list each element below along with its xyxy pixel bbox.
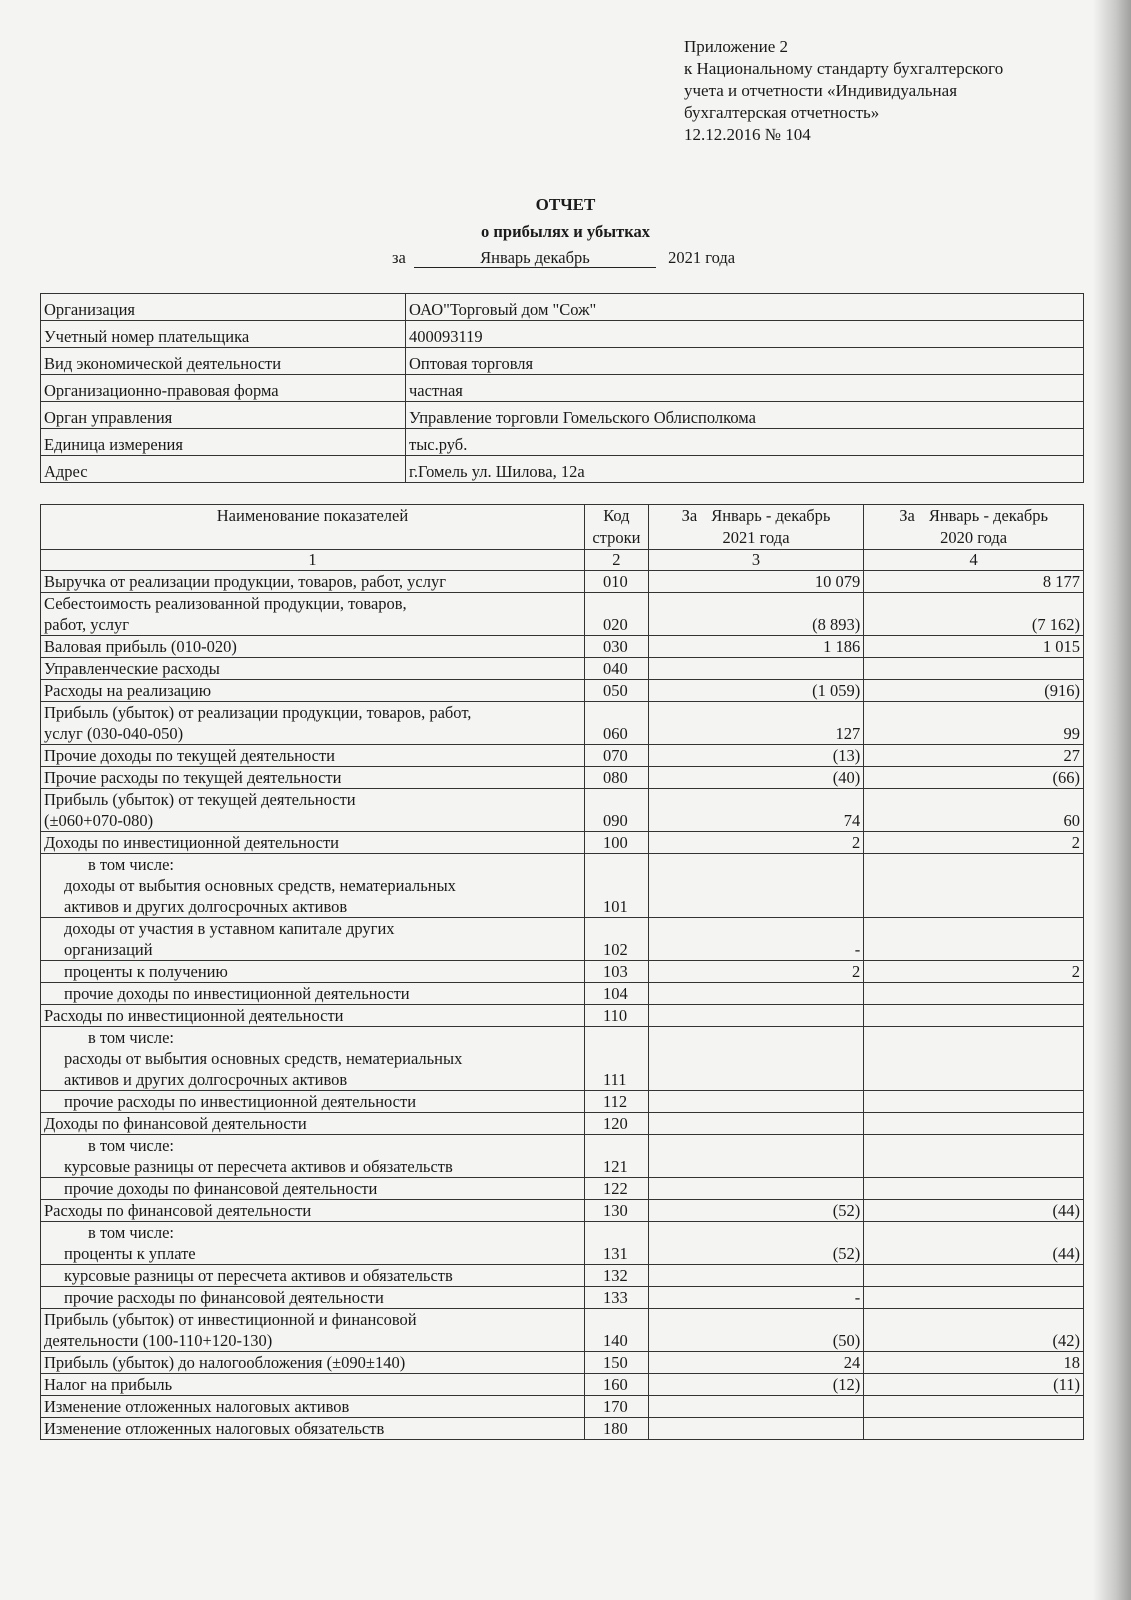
- table-row: [41, 1309, 1084, 1352]
- row-name: [41, 658, 585, 680]
- report-subtitle: о прибылях и убытках: [481, 222, 650, 241]
- row-value-current: [648, 1005, 864, 1027]
- profit-loss-table: [40, 504, 1084, 1440]
- info-label: Единица измерения: [41, 429, 406, 456]
- row-value-previous: [864, 1135, 1084, 1178]
- row-name-line: активов и других долгосрочных активов: [64, 1070, 348, 1089]
- row-value-previous: (44): [864, 1222, 1084, 1265]
- table-row: [41, 1222, 1084, 1265]
- row-value-previous: 27: [864, 745, 1084, 767]
- row-code: 122: [584, 1178, 648, 1200]
- row-value-current: (50): [648, 1309, 864, 1352]
- row-value-current: [648, 1396, 864, 1418]
- row-value-previous: (42): [864, 1309, 1084, 1352]
- row-value-current: (52): [648, 1222, 864, 1265]
- row-name-line: Выручка от реализации продукции, товаров, работ, услуг: [44, 572, 447, 591]
- row-value-current: [648, 1113, 864, 1135]
- row-name: [41, 1091, 585, 1113]
- row-code: 104: [584, 983, 648, 1005]
- info-row: [41, 294, 1084, 321]
- row-code: 100: [584, 832, 648, 854]
- header-previous-period: [864, 505, 1084, 550]
- row-name: [41, 1265, 585, 1287]
- column-number: 3: [648, 550, 864, 571]
- period-prefix: за: [392, 248, 406, 267]
- row-name: [41, 1222, 585, 1265]
- row-name-line: услуг (030-040-050): [44, 724, 184, 743]
- row-code: 170: [584, 1396, 648, 1418]
- column-number: 4: [864, 550, 1084, 571]
- table-row: [41, 1178, 1084, 1200]
- header-previous-year: 2020 года: [940, 528, 1008, 547]
- period-suffix: 2021 года: [668, 248, 736, 267]
- row-name-line: деятельности (100-110+120-130): [44, 1331, 273, 1350]
- row-code: 120: [584, 1113, 648, 1135]
- row-code: 121: [584, 1135, 648, 1178]
- row-name-line: Прибыль (убыток) до налогообложения (±090±140): [44, 1353, 406, 1372]
- header-code: [584, 505, 648, 550]
- row-name-line: организаций: [64, 940, 153, 959]
- row-value-previous: [864, 854, 1084, 918]
- table-row: [41, 1352, 1084, 1374]
- table-row: [41, 658, 1084, 680]
- table-row: [41, 702, 1084, 745]
- row-name-line: Расходы по инвестиционной деятельности: [44, 1006, 344, 1025]
- row-value-previous: [864, 1287, 1084, 1309]
- table-row: [41, 1135, 1084, 1178]
- info-row: [41, 321, 1084, 348]
- row-name: [41, 1178, 585, 1200]
- row-value-current: (12): [648, 1374, 864, 1396]
- organization-info-table: [40, 293, 1084, 483]
- row-name: [41, 1287, 585, 1309]
- table-row: [41, 1091, 1084, 1113]
- row-name-line: Прочие доходы по текущей деятельности: [44, 746, 336, 765]
- row-value-previous: (44): [864, 1200, 1084, 1222]
- row-code: 132: [584, 1265, 648, 1287]
- row-code: 180: [584, 1418, 648, 1440]
- header-previous-prefix: За: [899, 506, 915, 525]
- row-code: 030: [584, 636, 648, 658]
- row-name: [41, 1200, 585, 1222]
- row-value-current: [648, 1418, 864, 1440]
- row-name-line: Расходы на реализацию: [44, 681, 212, 700]
- row-name: [41, 1027, 585, 1091]
- appendix-line: бухгалтерская отчетность»: [684, 103, 880, 122]
- table-row: [41, 636, 1084, 658]
- info-value: Управление торговли Гомельского Облисполкома: [406, 402, 1084, 429]
- row-name-line: курсовые разницы от пересчета активов и обязательств: [64, 1157, 453, 1176]
- info-value: г.Гомель ул. Шилова, 12а: [406, 456, 1084, 483]
- row-name-line: Прибыль (убыток) от инвестиционной и финансовой: [44, 1310, 417, 1329]
- info-row: [41, 375, 1084, 402]
- table-row: [41, 745, 1084, 767]
- row-code: 020: [584, 593, 648, 636]
- row-code: 102: [584, 918, 648, 961]
- row-name: [41, 702, 585, 745]
- row-name-line: Доходы по финансовой деятельности: [44, 1114, 307, 1133]
- info-label: Орган управления: [41, 402, 406, 429]
- row-code: 060: [584, 702, 648, 745]
- row-name-line: Себестоимость реализованной продукции, товаров,: [44, 594, 407, 613]
- row-value-current: [648, 1265, 864, 1287]
- row-name-line: активов и других долгосрочных активов: [64, 897, 348, 916]
- row-code: 110: [584, 1005, 648, 1027]
- row-value-current: [648, 1135, 864, 1178]
- row-value-current: [648, 1178, 864, 1200]
- info-value: частная: [406, 375, 1084, 402]
- row-code: 111: [584, 1027, 648, 1091]
- row-name: [41, 745, 585, 767]
- info-label: Учетный номер плательщика: [41, 321, 406, 348]
- table-row: [41, 1396, 1084, 1418]
- row-value-current: (13): [648, 745, 864, 767]
- row-value-current: [648, 1091, 864, 1113]
- period-value: Январь декабрь: [414, 249, 656, 268]
- row-value-previous: [864, 658, 1084, 680]
- appendix-note: [684, 36, 1104, 146]
- row-name-line: прочие расходы по финансовой деятельности: [64, 1288, 384, 1307]
- row-name-line: в том числе:: [88, 1223, 175, 1242]
- row-value-current: 10 079: [648, 571, 864, 593]
- column-number: 2: [584, 550, 648, 571]
- row-name-line: (±060+070-080): [44, 811, 154, 830]
- row-name: [41, 1352, 585, 1374]
- row-code: 080: [584, 767, 648, 789]
- row-value-previous: (916): [864, 680, 1084, 702]
- row-code: 140: [584, 1309, 648, 1352]
- row-name-line: Прочие расходы по текущей деятельности: [44, 768, 342, 787]
- table-row: [41, 1200, 1084, 1222]
- row-name: [41, 1418, 585, 1440]
- row-value-previous: (7 162): [864, 593, 1084, 636]
- row-name-line: Налог на прибыль: [44, 1375, 173, 1394]
- column-number: 1: [41, 550, 585, 571]
- header-current-period: [648, 505, 864, 550]
- row-name-line: прочие доходы по инвестиционной деятельности: [64, 984, 410, 1003]
- row-code: 112: [584, 1091, 648, 1113]
- row-name: [41, 832, 585, 854]
- row-value-previous: [864, 1027, 1084, 1091]
- table-row: [41, 1287, 1084, 1309]
- row-value-previous: [864, 918, 1084, 961]
- row-name: [41, 789, 585, 832]
- info-label: Вид экономической деятельности: [41, 348, 406, 375]
- table-row: [41, 1113, 1084, 1135]
- header-name: Наименование показателей: [41, 505, 585, 550]
- info-row: [41, 429, 1084, 456]
- row-name: [41, 983, 585, 1005]
- header-current-prefix: За: [681, 506, 698, 525]
- row-value-current: 127: [648, 702, 864, 745]
- row-value-current: 2: [648, 832, 864, 854]
- row-value-previous: 60: [864, 789, 1084, 832]
- table-row: [41, 789, 1084, 832]
- row-value-current: (40): [648, 767, 864, 789]
- row-value-previous: (11): [864, 1374, 1084, 1396]
- row-value-previous: [864, 1091, 1084, 1113]
- report-title: ОТЧЕТ: [535, 195, 596, 214]
- appendix-line: к Национальному стандарту бухгалтерского: [684, 59, 1004, 78]
- row-value-current: -: [648, 1287, 864, 1309]
- row-value-current: 24: [648, 1352, 864, 1374]
- row-value-current: [648, 854, 864, 918]
- table-header-row: [41, 505, 1084, 550]
- row-name: [41, 571, 585, 593]
- row-name-line: прочие расходы по инвестиционной деятельности: [64, 1092, 417, 1111]
- row-name: [41, 854, 585, 918]
- row-value-previous: [864, 1005, 1084, 1027]
- appendix-line: учета и отчетности «Индивидуальная: [684, 81, 958, 100]
- info-row: [41, 348, 1084, 375]
- appendix-line: Приложение 2: [684, 37, 788, 56]
- row-name: [41, 961, 585, 983]
- info-label: Адрес: [41, 456, 406, 483]
- row-value-current: -: [648, 918, 864, 961]
- table-row: [41, 854, 1084, 918]
- table-row: [41, 1027, 1084, 1091]
- table-row: [41, 767, 1084, 789]
- row-code: 010: [584, 571, 648, 593]
- row-name: [41, 1005, 585, 1027]
- info-value: 400093119: [406, 321, 1084, 348]
- info-label: Организация: [41, 294, 406, 321]
- row-name-line: в том числе:: [88, 1028, 175, 1047]
- table-row: [41, 680, 1084, 702]
- table-row: [41, 918, 1084, 961]
- row-name-line: Доходы по инвестиционной деятельности: [44, 833, 339, 852]
- info-row: [41, 456, 1084, 483]
- row-value-current: 2: [648, 961, 864, 983]
- table-row: [41, 593, 1084, 636]
- row-name-line: расходы от выбытия основных средств, нематериальных: [64, 1049, 463, 1068]
- table-row: [41, 1005, 1084, 1027]
- row-value-previous: [864, 1178, 1084, 1200]
- row-code: 050: [584, 680, 648, 702]
- row-name-line: работ, услуг: [44, 615, 130, 634]
- row-name-line: прочие доходы по финансовой деятельности: [64, 1179, 378, 1198]
- info-row: [41, 402, 1084, 429]
- row-name: [41, 1374, 585, 1396]
- row-name-line: в том числе:: [88, 855, 175, 874]
- table-row: [41, 1265, 1084, 1287]
- row-code: 130: [584, 1200, 648, 1222]
- row-value-previous: 18: [864, 1352, 1084, 1374]
- row-name: [41, 680, 585, 702]
- row-name-line: курсовые разницы от пересчета активов и обязательств: [64, 1266, 453, 1285]
- row-code: 070: [584, 745, 648, 767]
- row-value-current: 1 186: [648, 636, 864, 658]
- info-label: Организационно-правовая форма: [41, 375, 406, 402]
- table-row: [41, 961, 1084, 983]
- row-value-previous: [864, 1265, 1084, 1287]
- table-row: [41, 983, 1084, 1005]
- row-value-previous: [864, 1418, 1084, 1440]
- row-name-line: проценты к получению: [64, 962, 228, 981]
- report-period: [392, 248, 735, 268]
- row-name: [41, 1135, 585, 1178]
- row-name-line: Прибыль (убыток) от текущей деятельности: [44, 790, 356, 809]
- row-code: 101: [584, 854, 648, 918]
- row-value-previous: [864, 1113, 1084, 1135]
- row-name-line: Изменение отложенных налоговых обязательств: [44, 1419, 385, 1438]
- row-name: [41, 1309, 585, 1352]
- row-name: [41, 767, 585, 789]
- row-value-current: [648, 1027, 864, 1091]
- info-value: Оптовая торговля: [406, 348, 1084, 375]
- row-code: 150: [584, 1352, 648, 1374]
- row-value-current: (1 059): [648, 680, 864, 702]
- row-name-line: в том числе:: [88, 1136, 175, 1155]
- row-value-previous: 2: [864, 832, 1084, 854]
- row-name-line: доходы от выбытия основных средств, нематериальных: [64, 876, 456, 895]
- row-name: [41, 1113, 585, 1135]
- header-code-line2: строки: [592, 528, 641, 547]
- table-row: [41, 1374, 1084, 1396]
- row-value-current: [648, 983, 864, 1005]
- row-value-current: (8 893): [648, 593, 864, 636]
- row-name-line: Прибыль (убыток) от реализации продукции, товаров, работ,: [44, 703, 472, 722]
- row-value-previous: 1 015: [864, 636, 1084, 658]
- row-name-line: Управленческие расходы: [44, 659, 220, 678]
- header-code-line1: Код: [603, 506, 630, 525]
- row-value-current: 74: [648, 789, 864, 832]
- row-code: 103: [584, 961, 648, 983]
- row-value-previous: 99: [864, 702, 1084, 745]
- row-name-line: Валовая прибыль (010-020): [44, 637, 237, 656]
- row-name-line: Изменение отложенных налоговых активов: [44, 1397, 350, 1416]
- table-row: [41, 832, 1084, 854]
- row-code: 160: [584, 1374, 648, 1396]
- column-number-row: [41, 550, 1084, 571]
- appendix-line: 12.12.2016 № 104: [684, 125, 811, 144]
- row-value-previous: [864, 983, 1084, 1005]
- header-previous-months: Январь - декабрь: [928, 506, 1049, 525]
- table-row: [41, 571, 1084, 593]
- row-name: [41, 593, 585, 636]
- row-value-previous: (66): [864, 767, 1084, 789]
- row-value-current: [648, 658, 864, 680]
- row-name-line: Расходы по финансовой деятельности: [44, 1201, 312, 1220]
- row-name-line: доходы от участия в уставном капитале других: [64, 919, 395, 938]
- row-name: [41, 636, 585, 658]
- row-name: [41, 1396, 585, 1418]
- row-code: 040: [584, 658, 648, 680]
- row-code: 090: [584, 789, 648, 832]
- row-name: [41, 918, 585, 961]
- info-value: тыс.руб.: [406, 429, 1084, 456]
- header-current-year: 2021 года: [722, 528, 790, 547]
- header-current-months: Январь - декабрь: [711, 506, 831, 525]
- row-code: 131: [584, 1222, 648, 1265]
- info-value: ОАО"Торговый дом "Сож": [406, 294, 1084, 321]
- row-value-previous: [864, 1396, 1084, 1418]
- row-code: 133: [584, 1287, 648, 1309]
- row-name-line: проценты к уплате: [64, 1244, 196, 1263]
- row-value-current: (52): [648, 1200, 864, 1222]
- table-row: [41, 1418, 1084, 1440]
- row-value-previous: 2: [864, 961, 1084, 983]
- row-value-previous: 8 177: [864, 571, 1084, 593]
